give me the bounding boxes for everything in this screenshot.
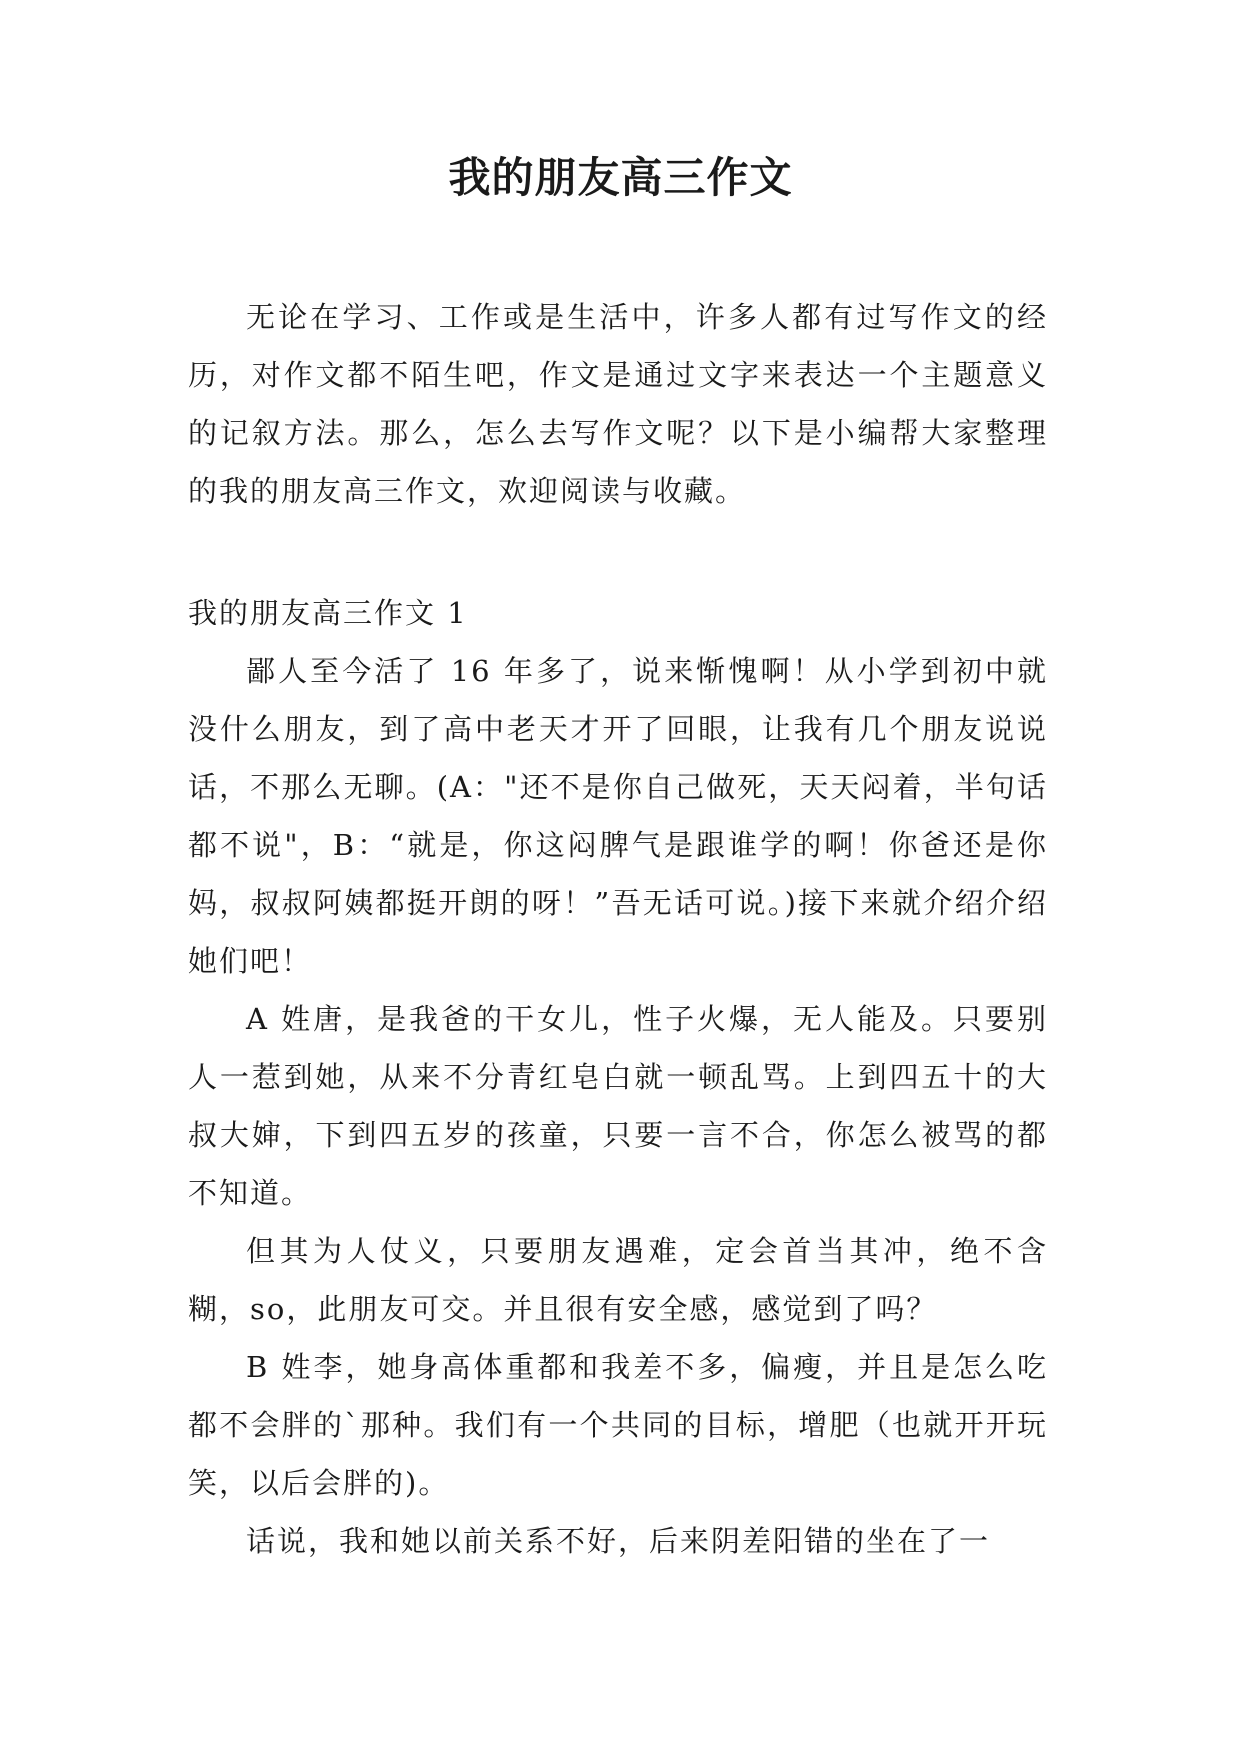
document-title: 我的朋友高三作文 bbox=[448, 153, 793, 202]
essay-paragraph-4: B 姓李，她身高体重都和我差不多，偏瘦，并且是怎么吃都不会胖的`那种。我们有一个共同的目标，增肥（也就开开玩笑，以后会胖的)。 bbox=[188, 1350, 1048, 1500]
essay-paragraph-5: 话说，我和她以前关系不好，后来阴差阳错的坐在了一 bbox=[246, 1524, 991, 1558]
intro-block bbox=[188, 288, 1048, 520]
essay-paragraph-3: 但其为人仗义，只要朋友遇难，定会首当其冲，绝不含糊，so，此朋友可交。并且很有安全感，感觉到了吗？ bbox=[188, 1234, 1048, 1326]
essay-paragraph-1: 鄙人至今活了 16 年多了，说来惭愧啊！从小学到初中就没什么朋友，到了高中老天才开了回眼，让我有几个朋友说说话，不那么无聊。(A："还不是你自己做死，天天闷着，半句话都不说"，B：“就是，你这闷脾气是跟谁学的啊！你爸还是你妈，叔叔阿姨都挺开朗的呀！”吾无话可说。)接下来就介绍介绍她们吧！ bbox=[188, 654, 1048, 978]
essay-paragraph-2: A 姓唐，是我爸的干女儿，性子火爆，无人能及。只要别人一惹到她，从来不分青红皂白就一顿乱骂。上到四五十的大叔大婶，下到四五岁的孩童，只要一言不合，你怎么被骂的都不知道。 bbox=[188, 1002, 1048, 1210]
essay-section bbox=[188, 584, 1048, 1570]
intro-paragraph: 无论在学习、工作或是生活中，许多人都有过写作文的经历，对作文都不陌生吧，作文是通过文字来表达一个主题意义的记叙方法。那么，怎么去写作文呢？以下是小编帮大家整理的我的朋友高三作文，欢迎阅读与收藏。 bbox=[188, 300, 1048, 508]
section-heading: 我的朋友高三作文 1 bbox=[188, 596, 468, 630]
